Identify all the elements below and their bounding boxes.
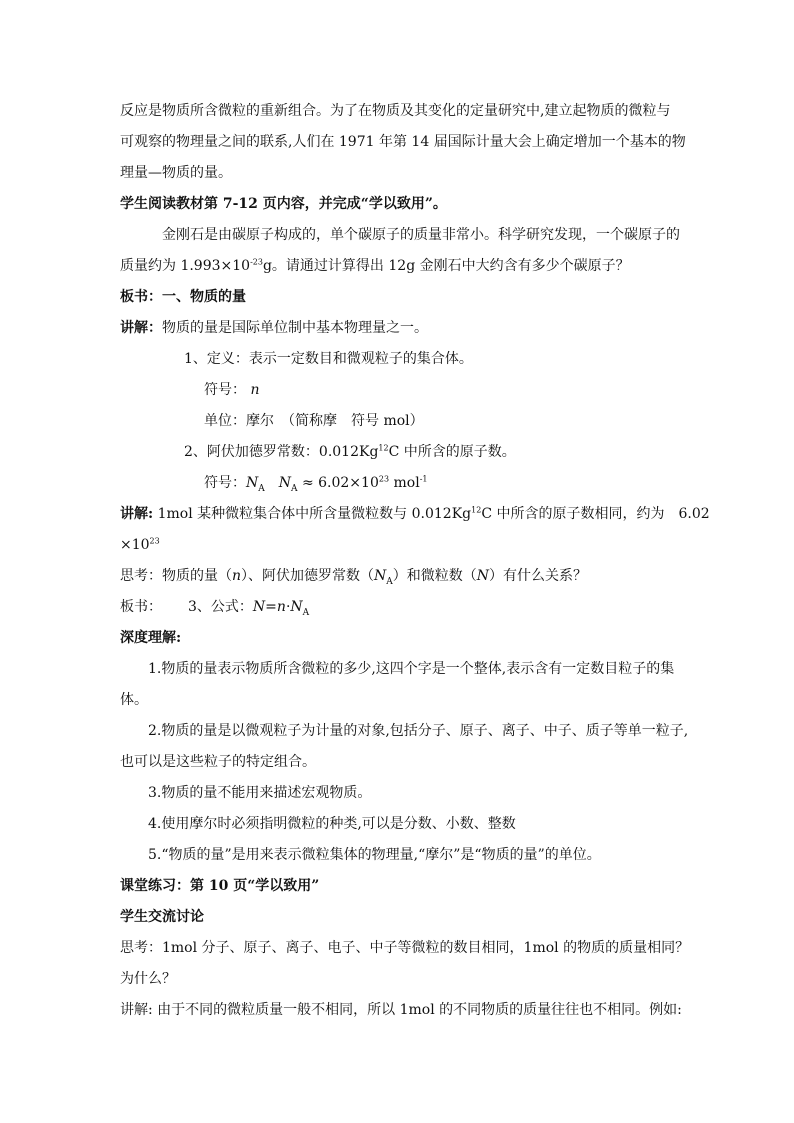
lecture-3: 讲解: 由于不同的微粒质量一般不相同，所以 1mol 的不同物质的质量往往也不相同。例如: [120, 1002, 682, 1018]
think-1-text-a: 思考：物质的量（ [120, 568, 232, 584]
board-2-text: 3、公式： [188, 599, 253, 615]
na-unit: mol [389, 475, 420, 491]
example-text-a: 质量约为 1.993×10 [120, 258, 251, 274]
definition-2 [120, 437, 686, 468]
na-symbol-label: 符号： [204, 475, 246, 491]
reading-task: 学生阅读教材第 7-12 页内容，并完成“学以致用”。 [120, 196, 447, 212]
na-symbol-repeat: N [278, 475, 291, 491]
paragraph-intro-line-2: 可观察的物理量之间的联系,人们在 1971 年第 14 届国际计量大会上确定增加一个基本的物 [120, 134, 686, 150]
lecture-2-line-1 [120, 499, 710, 530]
unit-line: 单位：摩尔 （简称摩 符号 mol） [204, 413, 424, 429]
lecture-2-label: 讲解: [120, 506, 154, 522]
lecture-2-isotope: 12 [471, 505, 482, 515]
example-text-b: g。请通过计算得出 12g 金刚石中大约含有多少个碳原子？ [262, 258, 630, 274]
symbol-label: 符号： [204, 382, 246, 398]
formula-na: N [290, 599, 303, 615]
think-1 [120, 561, 686, 592]
lecture-2-text-c: ×10 [120, 537, 150, 553]
na-unit-exponent: -1 [419, 474, 428, 484]
think-1-text-b: ）、阿伏加德罗常数（ [241, 568, 375, 584]
na-subscript: A [258, 483, 265, 494]
lecture-2-text-a: 1mol 某种微粒集合体中所含量微粒数与 0.012Kg [153, 506, 472, 522]
lecture-text: 物质的量是国际单位制中基本物理量之一。 [162, 320, 428, 336]
formula-equals: = [265, 599, 277, 615]
lecture-label: 讲解： [120, 320, 162, 336]
exponent: -23 [250, 257, 263, 267]
board-2-label: 板书： [120, 599, 162, 615]
formula-dot: · [285, 599, 291, 615]
student-discussion: 学生交流讨论 [120, 909, 204, 925]
lecture-2-exponent: 23 [149, 536, 160, 546]
formula-na-sub: A [302, 607, 310, 618]
board-2 [120, 592, 686, 623]
def2-text-a: 2、阿伏加德罗常数：0.012Kg [184, 444, 379, 460]
deep-4: 4.使用摩尔时必须指明微粒的种类,可以是分数、小数、整数 [148, 816, 516, 832]
definition-1: 1、定义：表示一定数目和微观粒子的集合体。 [184, 351, 473, 367]
paragraph-intro-line-1: 反应是物质所含微粒的重新组合。为了在物质及其变化的定量研究中,建立起物质的微粒与 [120, 103, 671, 119]
deep-2-line-1: 2.物质的量是以微观粒子为计量的对象,包括分子、原子、离子、中子、质子等单一粒子, [148, 723, 689, 739]
think-1-text-d: ）有什么关系？ [489, 568, 588, 584]
think-1-na: N [374, 568, 387, 584]
think-1-na-sub: A [386, 576, 393, 587]
def2-text-b: C 中所含的原子数。 [388, 444, 516, 460]
deep-1-line-2: 体。 [120, 692, 148, 708]
think-1-text-c: ）和微粒数（ [392, 568, 477, 584]
lecture-1 [120, 313, 686, 344]
lecture-2-line-2 [120, 530, 686, 561]
deep-2-line-2: 也可以是这些粒子的特定组合。 [120, 754, 316, 770]
na-value: ≈ 6.02×10 [297, 475, 379, 491]
na-subscript-repeat: A [291, 483, 298, 494]
paragraph-intro-line-3: 理量—物质的量。 [120, 165, 232, 181]
isotope-mass-number: 12 [378, 443, 389, 453]
symbol-n: n [250, 382, 260, 398]
na-symbol: N [246, 475, 259, 491]
deep-title: 深度理解: [120, 630, 182, 646]
deep-5: 5.“物质的量”是用来表示微粒集体的物理量,“摩尔”是“物质的量”的单位。 [148, 847, 601, 863]
think-1-n-count: N [476, 568, 490, 584]
example-line-2 [120, 251, 686, 282]
deep-1-line-1: 1.物质的量表示物质所含微粒的多少,这四个字是一个整体,表示含有一定数目粒子的集 [148, 661, 675, 677]
think-1-n: n [232, 568, 242, 584]
formula-n-count: N [252, 599, 266, 615]
document-page [120, 96, 710, 1026]
symbol-line [120, 375, 686, 406]
formula-n: n [276, 599, 286, 615]
board-heading-1: 板书：一、物质的量 [120, 289, 246, 305]
avogadro-symbol-line [120, 468, 686, 499]
example-line-1: 金刚石是由碳原子构成的，单个碳原子的质量非常小。科学研究发现，一个碳原子的 [162, 227, 680, 243]
na-exponent: 23 [378, 474, 390, 484]
lecture-2-text-b: C 中所含的原子数相同，约为 6.02 [481, 506, 710, 522]
classroom-practice: 课堂练习：第 10 页“学以致用” [120, 878, 320, 894]
think-2-line-2: 为什么？ [120, 971, 176, 987]
think-2-line-1: 思考：1mol 分子、原子、离子、电子、中子等微粒的数目相同，1mol 的物质的质量相同？ [120, 940, 690, 956]
deep-3: 3.物质的量不能用来描述宏观物质。 [148, 785, 372, 801]
